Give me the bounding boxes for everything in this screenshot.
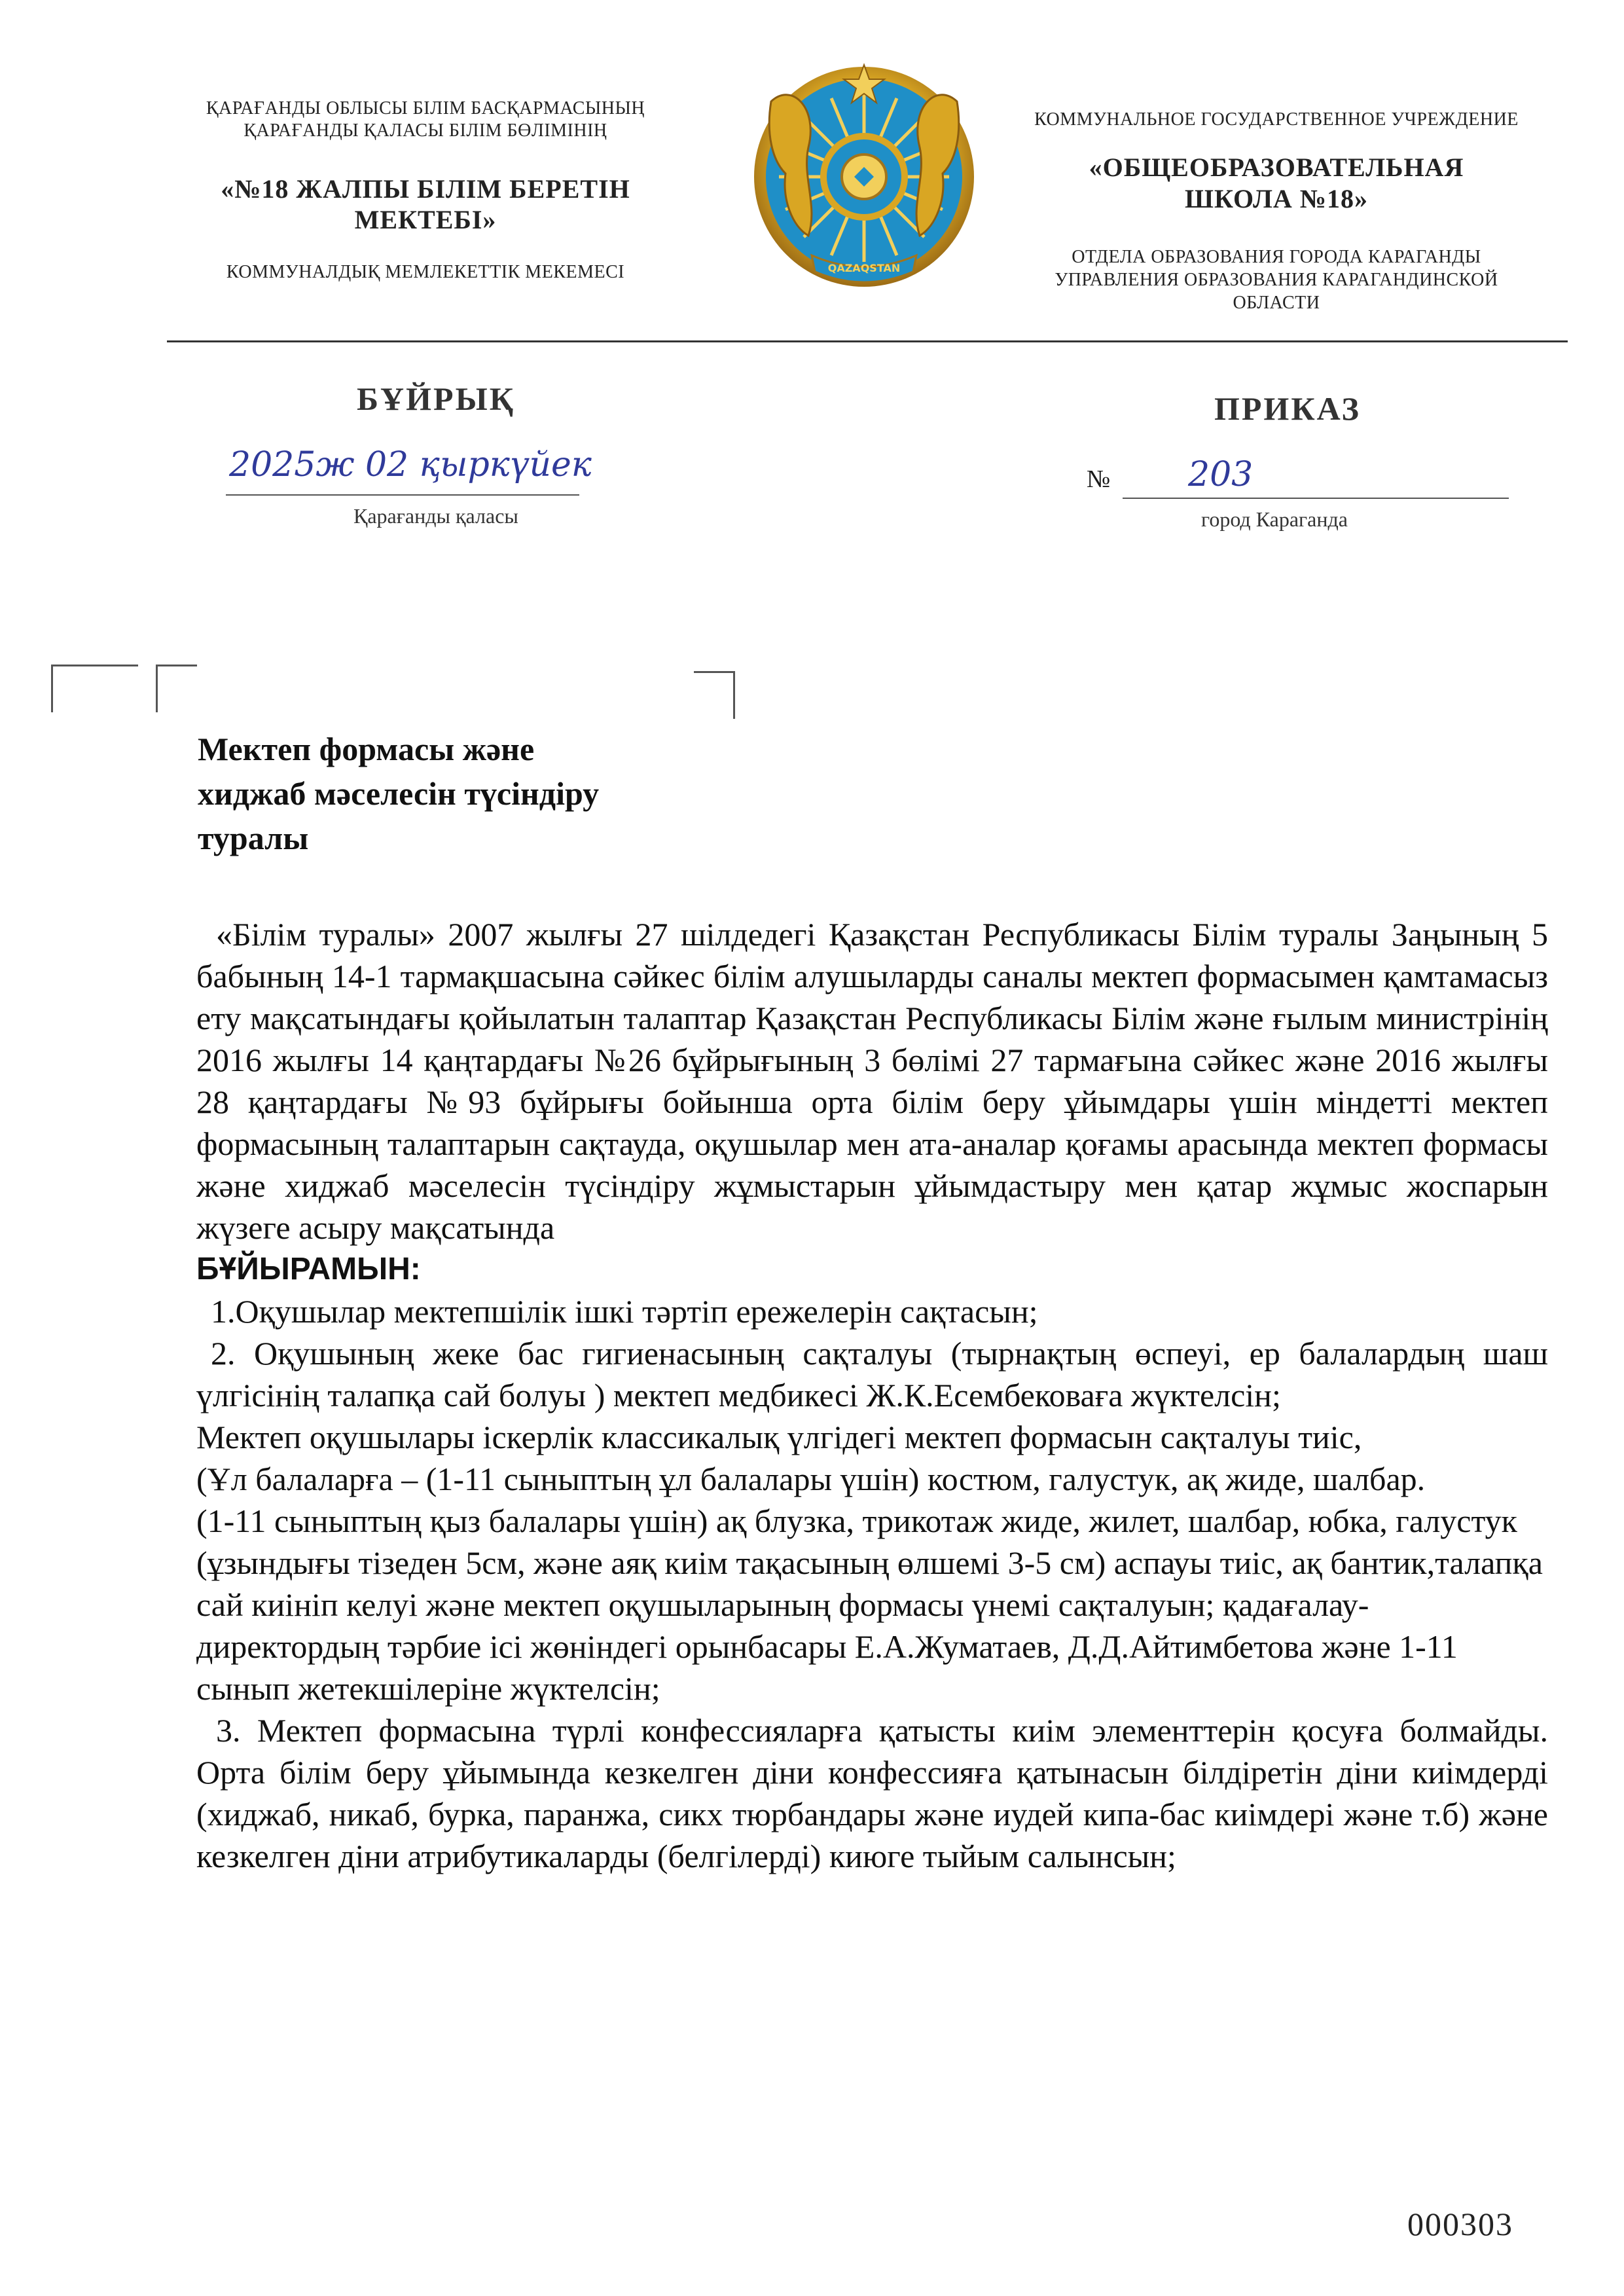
order-number-label: № [1087, 465, 1111, 493]
body-para-boys: (Ұл балаларға – (1-11 сыныптың ұл балалары үшін) костюм, галустук, ақ жиде, шалбар. [196, 1461, 1426, 1497]
header-right-type: КОММУНАЛЬНОЕ ГОСУДАРСТВЕННОЕ УЧРЕЖДЕНИЕ [1034, 109, 1519, 130]
header-left-school-line1: «№18 ЖАЛПЫ БІЛІМ БЕРЕТІН [221, 174, 630, 204]
date-underline [226, 494, 579, 496]
state-emblem-icon [746, 62, 982, 298]
corner-bracket-right [694, 671, 735, 719]
subject-line3: туралы [198, 820, 309, 856]
header-right-line3: ОБЛАСТИ [1233, 293, 1320, 313]
header-right-line1: ОТДЕЛА ОБРАЗОВАНИЯ ГОРОДА КАРАГАНДЫ [1072, 247, 1481, 267]
subject-line1: Мектеп формасы және [198, 731, 535, 767]
header-right-school-line1: «ОБЩЕОБРАЗОВАТЕЛЬНАЯ [1089, 153, 1464, 182]
city-kz: Қарағанды қаласы [353, 504, 518, 528]
corner-bracket-left [51, 665, 138, 712]
corner-bracket-left-inner [156, 665, 197, 712]
body-intro: «Білім туралы» 2007 жылғы 27 шілдедегі Қазақстан Республикасы Білім туралы Заңының 5 бабының 14-1 тармақшасына сәйкес білім алушыларды саналы мектеп формасымен қамтамасыз ету мақсатындағы қойылатын талаптар Қазақстан Республикасы Білім және ғылым министрінің 2016 жылғы 14 қаңтардағы №26 бұйрығының 3 бөлімі 27 тармағына сәйкес және 2016 жылғы 28 қаңтардағы №93 бұйрығы бойынша орта білім беру ұйымдары үшін міндетті мектеп формасының талаптарын сақтауда, оқушылар мен ата-аналар қоғамы арасында мектеп формасы және хиджаб мәселесін түсіндіру жұмыстарын ұйымдастыру мен қатар жұмыс жоспарын жүзеге асыру мақсатында [196, 916, 1548, 1246]
number-underline [1123, 498, 1509, 499]
handwritten-order-number: 203 [1188, 455, 1254, 494]
order-title-kz: БҰЙРЫҚ [357, 380, 515, 417]
body-item-1: 1.Оқушылар мектепшілік ішкі тәртіп ережелерін сақтасын; [211, 1293, 1038, 1330]
header-divider [167, 340, 1568, 342]
header-right-line2: УПРАВЛЕНИЯ ОБРАЗОВАНИЯ КАРАГАНДИНСКОЙ [1055, 270, 1498, 290]
order-title-ru: ПРИКАЗ [1214, 390, 1361, 427]
document-serial-number: 000303 [1407, 2206, 1513, 2242]
header-right-school-line2: ШКОЛА №18» [1185, 184, 1368, 213]
body-para-uniform: Мектеп оқушылары іскерлік классикалық үлгідегі мектеп формасын сақталуы тиіс, [196, 1419, 1362, 1455]
emblem-label: QAZAQSTAN [827, 262, 901, 274]
header-left-line1: ҚАРАҒАНДЫ ОБЛЫСЫ БІЛІМ БАСҚАРМАСЫНЫҢ [206, 98, 645, 118]
body-item-2: 2. Оқушының жеке бас гигиенасының сақталуы (тырнақтың өспеуі, ер балалардың шаш үлгісінің талапқа сай болуы ) мектеп медбикесі Ж.К.Есембековаға жүктелсін; [196, 1335, 1548, 1413]
city-ru: город Караганда [1201, 507, 1348, 531]
header-left-school-line2: МЕКТЕБІ» [354, 205, 497, 234]
header-left-type: КОММУНАЛДЫҚ МЕМЛЕКЕТТІК МЕКЕМЕСІ [226, 262, 625, 282]
subject-line2: хиджаб мәселесін түсіндіру [198, 775, 600, 812]
body-para-girls: (1-11 сыныптың қыз балалары үшін) ақ блузка, трикотаж жиде, жилет, шалбар, юбка, галустук (ұзындығы тізеден 5см, және аяқ киім тақасының өлшемі 3-5 см) аспауы тиіс, ақ бантик,талапқа сай киініп келуі және мектеп оқушыларының формасы үнемі сақталуын; қадағалау-директордың тәрбие ісі жөніндегі орынбасары Е.А.Жуматаев, Д.Д.Айтимбетова және 1-11 сынып жетекшілеріне жүктелсін; [196, 1503, 1543, 1707]
handwritten-date: 2025ж 02 қыркүйек [229, 445, 592, 484]
header-left-line2: ҚАРАҒАНДЫ ҚАЛАСЫ БІЛІМ БӨЛІМІНІҢ [244, 120, 607, 141]
body-order-word: БҰЙЫРАМЫН: [196, 1252, 421, 1286]
body-item-3: 3. Мектеп формасына түрлі конфессияларға қатысты киім элементтерін қосуға болмайды. Орта білім беру ұйымында кезкелген діни конфессияға қатынасын білдіретін діни киімдерді (хиджаб, никаб, бурка, паранжа, сикх тюрбандары және иудей кипа-бас киімдері және т.б) және кезкелген діни атрибутикаларды (белгілерді) киюге тыйым салынсын; [196, 1712, 1548, 1874]
order-body [196, 913, 1548, 1877]
